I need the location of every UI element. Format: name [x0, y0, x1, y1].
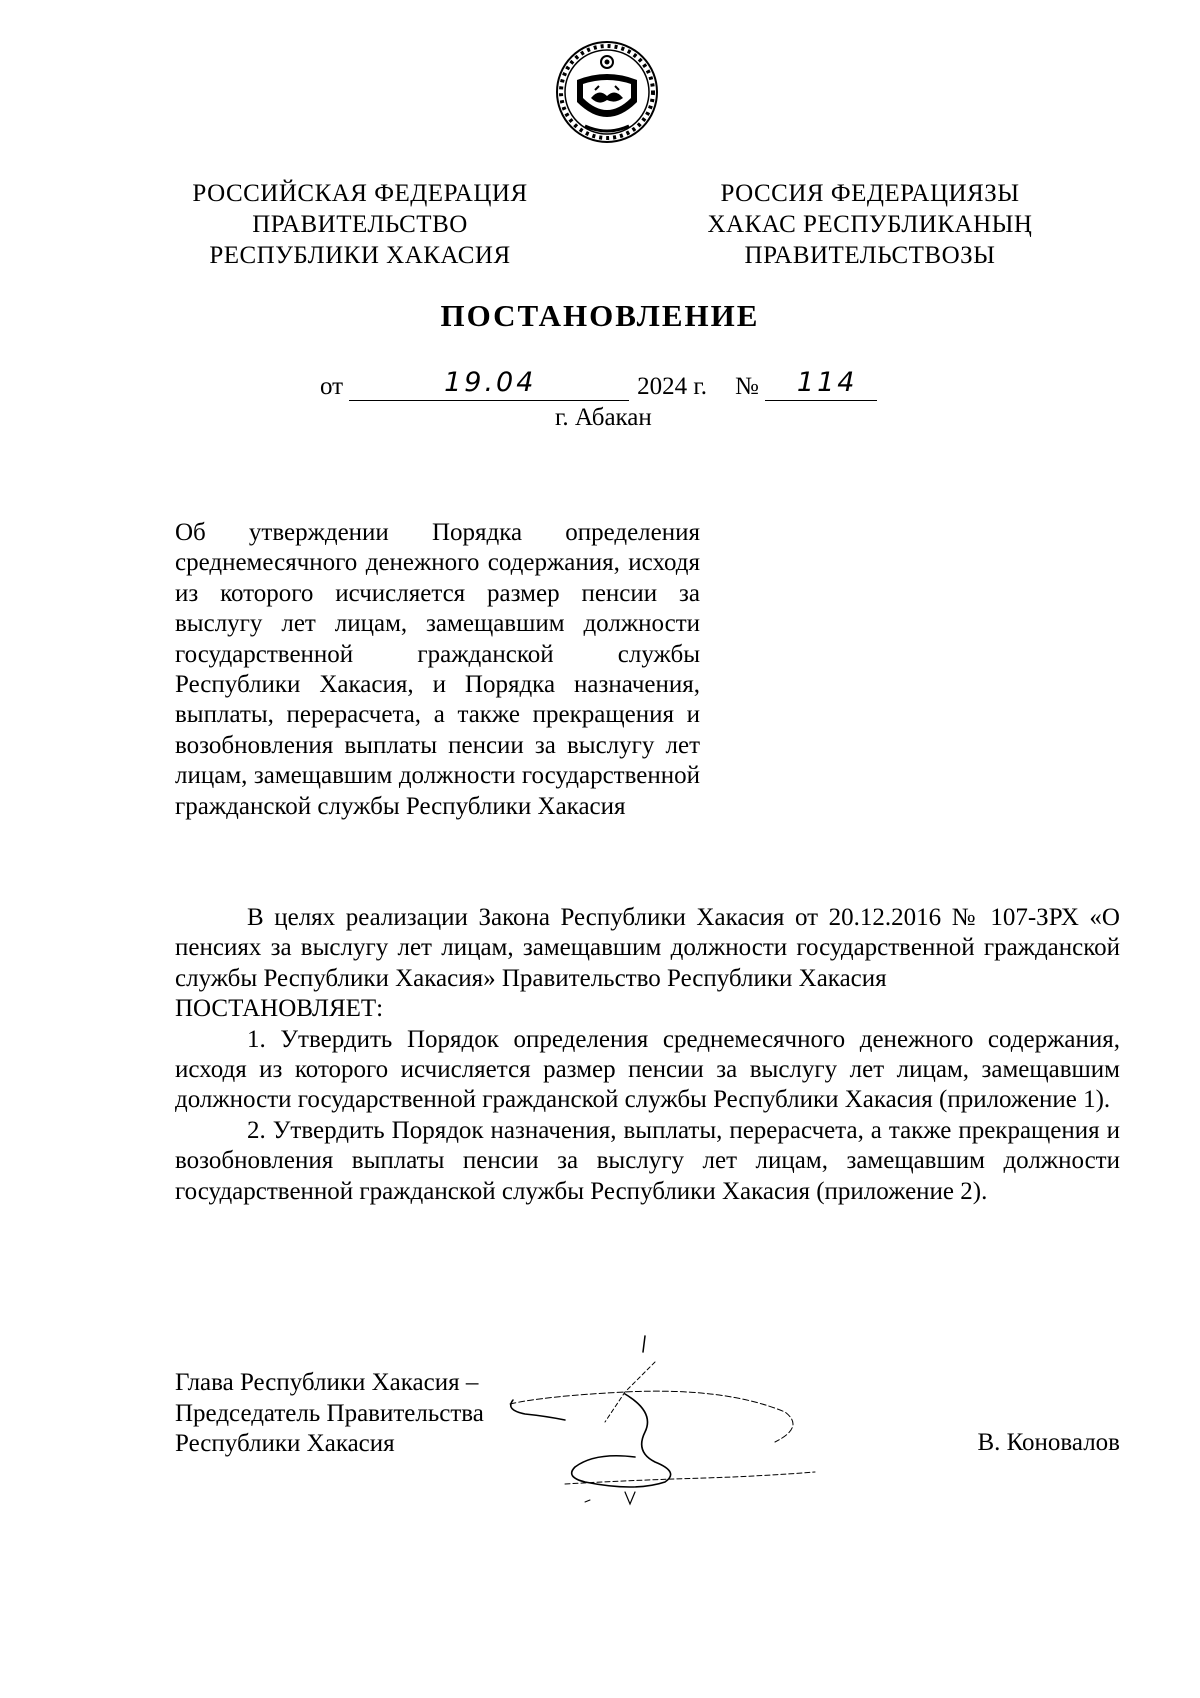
number-handwritten: 114 — [796, 367, 858, 398]
header-left-line-1: РОССИЙСКАЯ ФЕДЕРАЦИЯ — [192, 180, 528, 207]
handwritten-signature-icon — [505, 1332, 895, 1507]
item-2: 2. Утвердить Порядок назначения, выплаты, перерасчета, а также прекращения и возобновления выплаты пенсии за выслугу лет лицам, замещавшим должности государственной гражданской службы Республики Хакасия (приложение 2). — [175, 1116, 1120, 1205]
item-1: 1. Утвердить Порядок определения среднемесячного денежного содержания, исходя из которого исчисляется размер пенсии за выслугу лет лицам, замещавшим должности государственной гражданской службы Республики Хакасия (приложение 1). — [175, 1025, 1120, 1114]
signatory-position-line-1: Глава Республики Хакасия – — [175, 1369, 479, 1396]
preamble: В целях реализации Закона Республики Хакасия от 20.12.2016 № 107-ЗРХ «О пенсиях за выслугу лет лицам, замещавшим должности государственной гражданской службы Республики Хакасия» Правительство Республики Хакасия — [175, 904, 1120, 992]
document-subject: Об утверждении Порядка определения среднемесячного денежного содержания, исходя из которого исчисляется размер пенсии за выслугу лет лицам, замещавшим должности государственной гражданской службы Республики Хакасия, и Порядка назначения, выплаты, перерасчета, а также прекращения и возобновления выплаты пенсии за выслугу лет лицам, замещавшим должности государственной гражданской службы Республики Хакасия — [175, 519, 700, 820]
number-sign: № — [735, 373, 759, 400]
date-number-line — [320, 367, 877, 401]
signatory-position-line-2: Председатель Правительства — [175, 1399, 484, 1427]
date-field — [349, 367, 629, 401]
signatory-name: В. Коновалов — [977, 1429, 1120, 1456]
header-right-line-3: ПРАВИТЕЛЬСТВОЗЫ — [744, 242, 996, 269]
header-left-line-3: РЕСПУБЛИКИ ХАКАСИЯ — [209, 242, 511, 269]
document-body — [175, 903, 1120, 1207]
decree-word: ПОСТАНОВЛЯЕТ: — [175, 995, 384, 1023]
signatory-position — [175, 1368, 484, 1460]
header-left — [160, 178, 560, 271]
header-left-line-2: ПРАВИТЕЛЬСТВО — [252, 211, 468, 238]
date-handwritten: 19.04 — [444, 367, 537, 398]
number-field — [765, 367, 877, 401]
header-right — [670, 178, 1070, 271]
coat-of-arms-icon — [555, 40, 659, 144]
signatory-position-line-3: Республики Хакасия — [175, 1430, 395, 1457]
header-right-line-1: РОССИЯ ФЕДЕРАЦИЯЗЫ — [720, 180, 1020, 207]
city: г. Абакан — [555, 404, 652, 431]
header-right-line-2: ХАКАС РЕСПУБЛИКАНЫҢ — [707, 211, 1033, 238]
document-title: ПОСТАНОВЛЕНИЕ — [440, 298, 760, 333]
date-prefix: от — [320, 373, 344, 400]
date-year: 2024 г. — [637, 373, 708, 400]
